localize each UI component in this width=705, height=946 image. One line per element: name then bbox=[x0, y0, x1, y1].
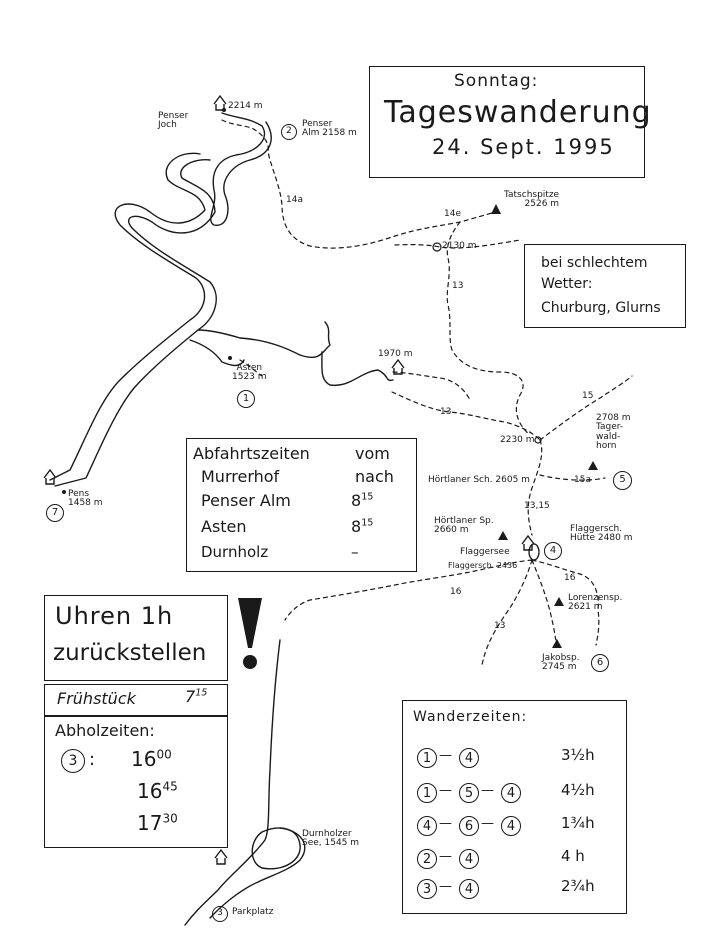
pickup-colon: : bbox=[89, 749, 96, 770]
pickup-label: Abholzeiten: bbox=[55, 721, 155, 740]
badge-pens: 7 bbox=[46, 504, 64, 522]
label-flaggersee: Flaggersee bbox=[460, 547, 510, 557]
stop-badge: 4 bbox=[459, 748, 479, 768]
badge-asten: 1 bbox=[237, 390, 255, 408]
label-hoertlaner-sp: Hörtlaner Sp. 2660 m bbox=[434, 516, 494, 536]
stop-badge: 1 bbox=[417, 748, 437, 768]
trail-number: 16 bbox=[450, 587, 462, 597]
label-penser-alm: Penser Alm 2158 m bbox=[302, 119, 357, 139]
hiking-times-title: Wanderzeiten: bbox=[413, 709, 528, 725]
trail-jakob bbox=[532, 560, 556, 640]
durnholzer-see bbox=[252, 828, 300, 869]
hut-icon-penser-joch bbox=[214, 96, 226, 110]
departure-from: Murrerhof bbox=[201, 467, 280, 486]
stop-badge: 4 bbox=[501, 816, 521, 836]
trail-15a bbox=[540, 475, 605, 480]
day-label: Sonntag: bbox=[454, 71, 539, 91]
label-tagewaldhorn: 2708 m Tager- wald- horn bbox=[596, 413, 631, 452]
trail-number: 13 bbox=[440, 407, 452, 417]
badge-flagger: 4 bbox=[544, 542, 562, 560]
trail-1970 bbox=[393, 372, 470, 400]
breakfast-label: Frühstück bbox=[57, 689, 136, 708]
departure-time: $8^{15}$ bbox=[351, 517, 374, 536]
trail-13-main bbox=[447, 222, 530, 435]
departure-header: Abfahrtszeiten bbox=[193, 444, 310, 463]
stop-badge: 4 bbox=[501, 783, 521, 803]
pickup-place-badge: 3 bbox=[61, 749, 85, 773]
label-durnholzer-see: Durnholzer See, 1545 m bbox=[302, 829, 360, 849]
route-row: 1 — 5 — 4 4½h bbox=[417, 781, 617, 805]
label-2130: 2130 m bbox=[442, 241, 477, 251]
asten-road-2 bbox=[190, 340, 244, 366]
trail-number: 13 bbox=[494, 621, 506, 631]
hut-icon-flagger bbox=[522, 536, 534, 550]
summit-jakob bbox=[552, 639, 562, 648]
label-lorenzensp: Lorenzensp. 2621 m bbox=[568, 593, 623, 613]
summit-tatschspitze bbox=[491, 204, 501, 214]
weather-note-box bbox=[524, 244, 686, 328]
label-pens: Pens 1458 m bbox=[68, 489, 103, 509]
route-row: 3 — 4 2¾h bbox=[417, 877, 617, 901]
hut-icon-durnholz bbox=[215, 850, 227, 864]
trail-2230 bbox=[528, 440, 541, 535]
departure-row bbox=[201, 543, 406, 561]
departure-vom: vom bbox=[355, 444, 390, 463]
weather-line-3: Churburg, Glurns bbox=[541, 300, 661, 316]
stop-badge: 1 bbox=[417, 783, 437, 803]
clock-line-1: Uhren 1h bbox=[55, 602, 174, 630]
date-label: 24. Sept. 1995 bbox=[432, 135, 615, 159]
route-time: 4½h bbox=[561, 781, 595, 799]
exclamation-icon bbox=[238, 598, 262, 669]
clock-line-2: zurückstellen bbox=[53, 640, 207, 666]
trail-number: 14a bbox=[286, 195, 303, 205]
breakfast-box bbox=[44, 684, 228, 716]
weather-line-1: bei schlechtem bbox=[541, 255, 648, 271]
asten-road bbox=[198, 322, 330, 357]
stop-badge: 2 bbox=[417, 849, 437, 869]
label-1970: 1970 m bbox=[378, 349, 413, 359]
summit-lorenzen bbox=[554, 597, 564, 606]
badge-penser-alm: 2 bbox=[281, 124, 297, 140]
departure-row bbox=[201, 517, 406, 536]
departure-row bbox=[201, 491, 406, 510]
trail-number: 15a bbox=[574, 475, 591, 485]
badge-parkplatz: 3 bbox=[212, 906, 228, 922]
stop-badge: 6 bbox=[459, 816, 479, 836]
pickup-time: $16^{00}$ bbox=[131, 747, 172, 771]
departure-nach: nach bbox=[355, 467, 394, 486]
hiking-times-box bbox=[402, 700, 627, 914]
badge-tagewaldhorn: 5 bbox=[613, 471, 632, 490]
departure-place: Durnholz bbox=[201, 543, 269, 561]
route-row: 4 — 6 — 4 1¾h bbox=[417, 814, 617, 838]
label-penser-joch: Penser Joch bbox=[158, 111, 189, 131]
title-box bbox=[369, 66, 652, 178]
label-2230: 2230 m bbox=[500, 435, 535, 445]
flaggersee-lake bbox=[529, 544, 539, 560]
stop-badge: 5 bbox=[459, 783, 479, 803]
trail-number: 13,15 bbox=[524, 501, 550, 511]
departure-time: – bbox=[351, 543, 359, 561]
main-road-left bbox=[50, 153, 205, 480]
pickup-box bbox=[44, 716, 228, 848]
departure-table bbox=[186, 438, 417, 572]
label-jakobsp: Jakobsp. 2745 m bbox=[542, 653, 580, 673]
label-flaggersch-alt: Flaggersch. 2436 bbox=[448, 561, 518, 570]
route-time: 2¾h bbox=[561, 877, 595, 895]
label-parkplatz: Parkplatz bbox=[232, 907, 274, 917]
stop-badge: 3 bbox=[417, 879, 437, 899]
route-time: 4 h bbox=[561, 847, 585, 865]
stop-badge: 4 bbox=[459, 849, 479, 869]
departure-time: $8^{15}$ bbox=[351, 491, 374, 510]
trail-number: 16 bbox=[564, 573, 576, 583]
route-time: 1¾h bbox=[561, 814, 595, 832]
trail-number: 13 bbox=[452, 281, 464, 291]
pickup-time: $16^{45}$ bbox=[137, 779, 178, 803]
summit-tagewaldhorn bbox=[588, 461, 598, 470]
breakfast-time: $7^{15}$ bbox=[185, 687, 208, 706]
label-hoertlaner-sch: Hörtlaner Sch. 2605 m bbox=[428, 475, 530, 485]
route-row: 2 — 4 4 h bbox=[417, 847, 617, 871]
stop-badge: 4 bbox=[417, 816, 437, 836]
departure-place: Asten bbox=[201, 517, 247, 536]
departure-place: Penser Alm bbox=[201, 491, 291, 510]
page-title: Tageswanderung bbox=[384, 95, 652, 130]
stop-badge: 4 bbox=[459, 879, 479, 899]
trail-13-south bbox=[482, 560, 532, 665]
route-row: 1 — 4 3½h bbox=[417, 746, 617, 770]
trail-number: 15 bbox=[582, 391, 594, 401]
clock-box bbox=[44, 595, 228, 681]
trail-number: 14e bbox=[444, 209, 461, 219]
pickup-time: $17^{30}$ bbox=[137, 811, 178, 835]
badge-jakobsp: 6 bbox=[591, 654, 609, 672]
label-flaggersch-huette: Flaggersch. Hütte 2480 m bbox=[570, 524, 633, 544]
summit-hoertlaner bbox=[498, 531, 508, 540]
pass-road bbox=[211, 113, 271, 225]
label-asten: Asten 1523 m bbox=[232, 363, 267, 383]
hut-icon-pens bbox=[44, 470, 56, 484]
weather-line-2: Wetter: bbox=[541, 276, 593, 292]
label-tatschspitze: Tatschspitze 2526 m bbox=[504, 190, 560, 210]
route-time: 3½h bbox=[561, 746, 595, 764]
hut-icon-1970 bbox=[392, 360, 404, 374]
label-penser-joch-alt: 2214 m bbox=[228, 101, 263, 111]
